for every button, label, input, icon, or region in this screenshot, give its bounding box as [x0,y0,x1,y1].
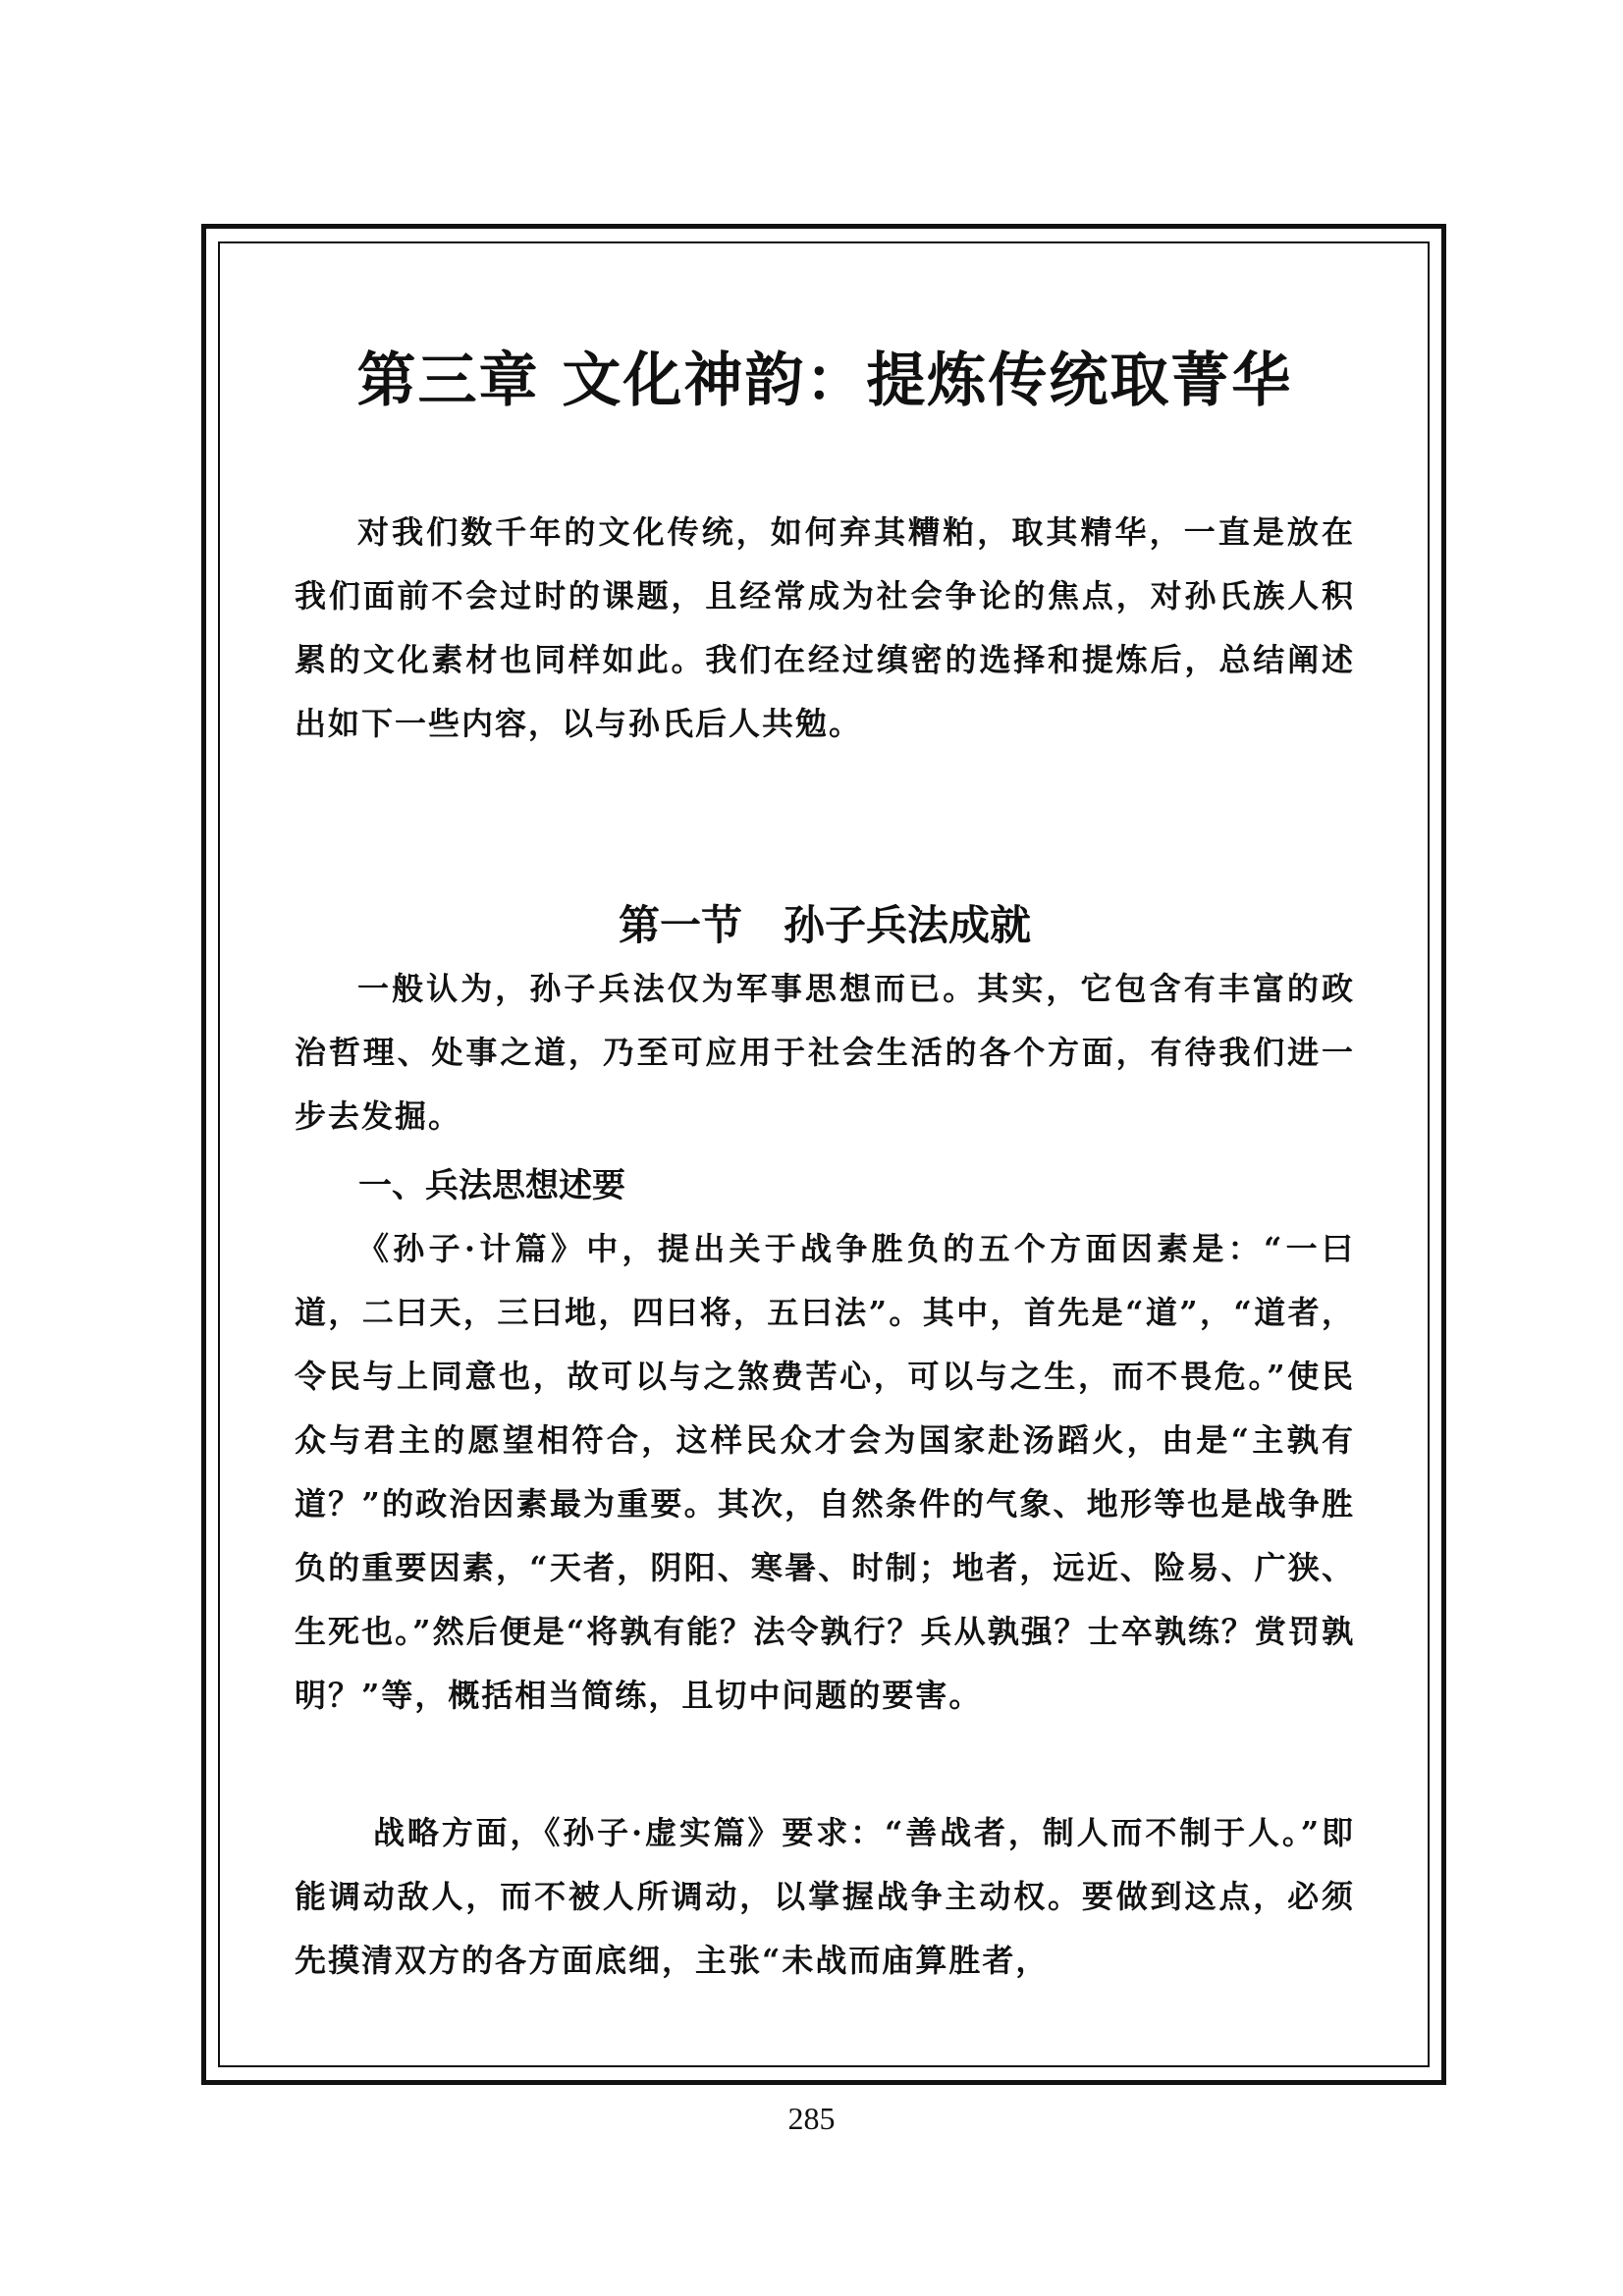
section-intro-paragraph: 一般认为，孙子兵法仅为军事思想而已。其实，它包含有丰富的政治哲理、处事之道，乃至可应用于社会生活的各个方面，有待我们进一步去发掘。 [295,970,1355,1135]
intro-paragraph: 对我们数千年的文化传统，如何弃其糟粕，取其精华，一直是放在我们面前不会过时的课题，且经常成为社会争论的焦点，对孙氏族人积累的文化素材也同样如此。我们在经过缜密的选择和提炼后，总结阐述出如下一些内容，以与孙氏后人共勉。 [295,513,1355,742]
body-paragraph-1: 《孙子·计篇》中，提出关于战争胜负的五个方面因素是：“一曰道，二曰天，三曰地，四曰将，五曰法”。其中，首先是“道”，“道者，令民与上同意也，故可以与之煞费苦心，可以与之生，而不畏危。”使民众与君主的愿望相符合，这样民众才会为国家赴汤蹈火，由是“主孰有道？”的政治因素最为重要。其次，自然条件的气象、地形等也是战争胜负的重要因素，“天者，阴阳、寒暑、时制；地者，远近、险易、广狭、生死也。”然后便是“将孰有能？法令孰行？兵从孰强？士卒孰练？赏罚孰明？”等，概括相当简练，且切中问题的要害。 [295,1230,1355,1714]
sub-heading: 一、兵法思想述要 [358,1166,625,1205]
chapter-title: 第三章 文化神韵：提炼传统取菁华 [356,347,1293,415]
page-number: 285 [787,2101,836,2136]
body-paragraph-2: 战略方面，《孙子·虚实篇》要求：“善战者，制人而不制于人。”即能调动敌人，而不被人所调动，以掌握战争主动权。要做到这点，必须先摸清双方的各方面底细，主张“未战而庙算胜者， [295,1814,1355,1979]
section-title: 第一节 孙子兵法成就 [618,901,1031,949]
